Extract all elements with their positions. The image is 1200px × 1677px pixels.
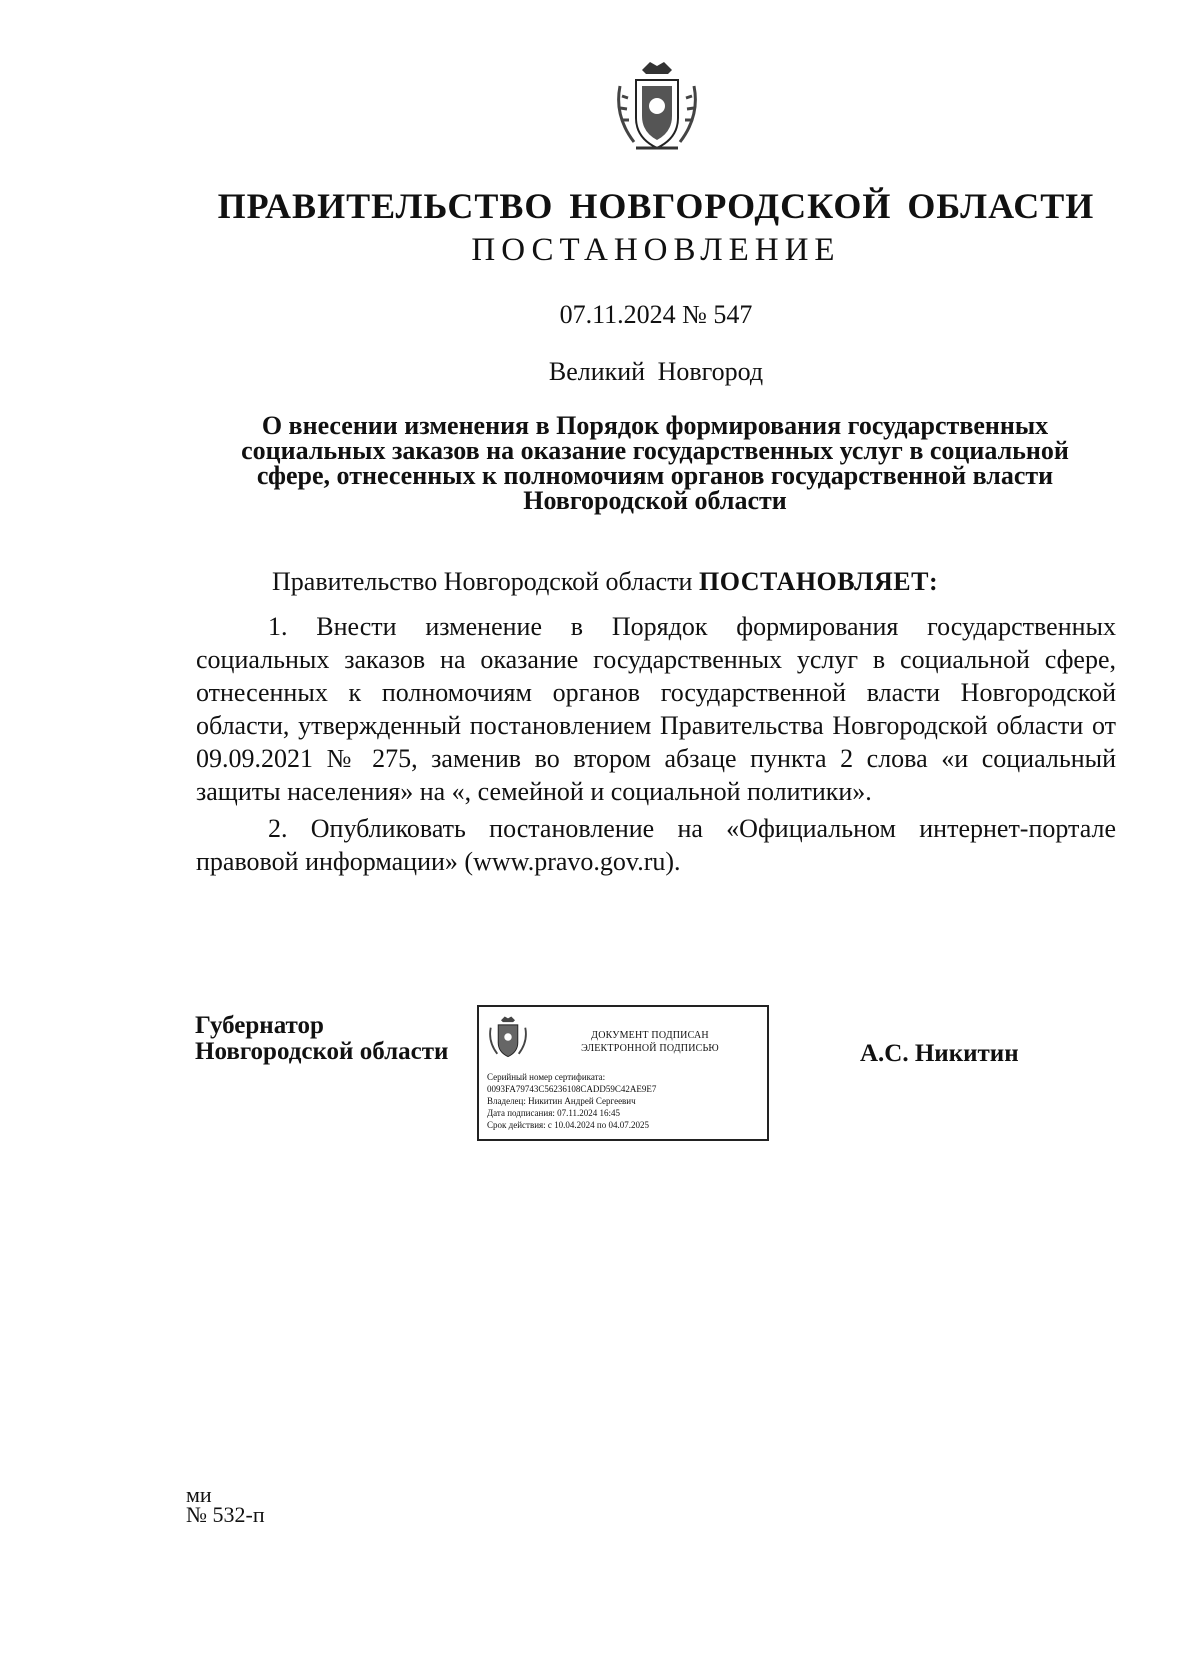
- paragraph-2: 2. Опубликовать постановление на «Официальном интернет-портале правовой информации» (www.pravo.gov.ru).: [196, 814, 1116, 876]
- reference-initials: ми: [186, 1482, 212, 1507]
- document-subject: [195, 413, 1115, 513]
- reference-number: № 532-п: [186, 1502, 265, 1527]
- signatory-name: А.С. Никитин: [860, 1040, 1019, 1067]
- position-line: Губернатор: [195, 1012, 324, 1039]
- document-reference: [186, 1482, 265, 1527]
- stamp-details: [487, 1071, 656, 1131]
- decree-prefix: Правительство Новгородской области: [272, 567, 699, 596]
- stamp-title-line: ДОКУМЕНТ ПОДПИСАН: [591, 1030, 709, 1041]
- electronic-signature-stamp: [477, 1005, 769, 1141]
- document-city: Великий Новгород: [548, 357, 764, 386]
- stamp-serial: 0093FA79743C56236108CADD59C42AE9E7: [487, 1084, 657, 1094]
- subject-line: социальных заказов на оказание государственных услуг в социальной: [241, 436, 1069, 465]
- signatory-position: [195, 1013, 448, 1065]
- stamp-signed-date: Дата подписания: 07.11.2024 16:45: [487, 1108, 620, 1118]
- paragraph-1: 1. Внести изменение в Порядок формирования государственных социальных заказов на оказание государственных услуг в социальной сфере, отнесенных к полномочиям органов государственной власти Новгородской области, утвержденный постановлением Правительства Новгородской области от 09.09.2021 № 275, заменив во втором абзаце пункта 2 слова «и социальный защиты населения» на «, семейной и социальной политики».: [196, 612, 1116, 806]
- subject-line: Новгородской области: [523, 486, 787, 515]
- document-type: ПОСТАНОВЛЕНИЕ: [471, 232, 841, 268]
- subject-line: О внесении изменения в Порядок формирования государственных: [261, 411, 1049, 440]
- stamp-validity: Срок действия: с 10.04.2024 по 04.07.2025: [487, 1120, 649, 1130]
- document-date-number: 07.11.2024 № 547: [559, 300, 753, 329]
- decree-statement: [272, 567, 938, 597]
- subject-line: сфере, отнесенных к полномочиям органов государственной власти: [256, 461, 1054, 490]
- stamp-owner: Владелец: Никитин Андрей Сергеевич: [487, 1096, 636, 1106]
- stamp-serial-label: Серийный номер сертификата:: [487, 1072, 606, 1082]
- stamp-title-line: ЭЛЕКТРОННОЙ ПОДПИСЬЮ: [581, 1043, 719, 1054]
- stamp-title: [537, 1029, 763, 1055]
- organization-title: ПРАВИТЕЛЬСТВО НОВГОРОДСКОЙ ОБЛАСТИ: [217, 186, 1095, 226]
- coat-of-arms-icon: [487, 1013, 529, 1061]
- position-line: Новгородской области: [195, 1038, 449, 1065]
- decree-word: ПОСТАНОВЛЯЕТ:: [698, 567, 939, 596]
- coat-of-arms-icon: [612, 56, 702, 156]
